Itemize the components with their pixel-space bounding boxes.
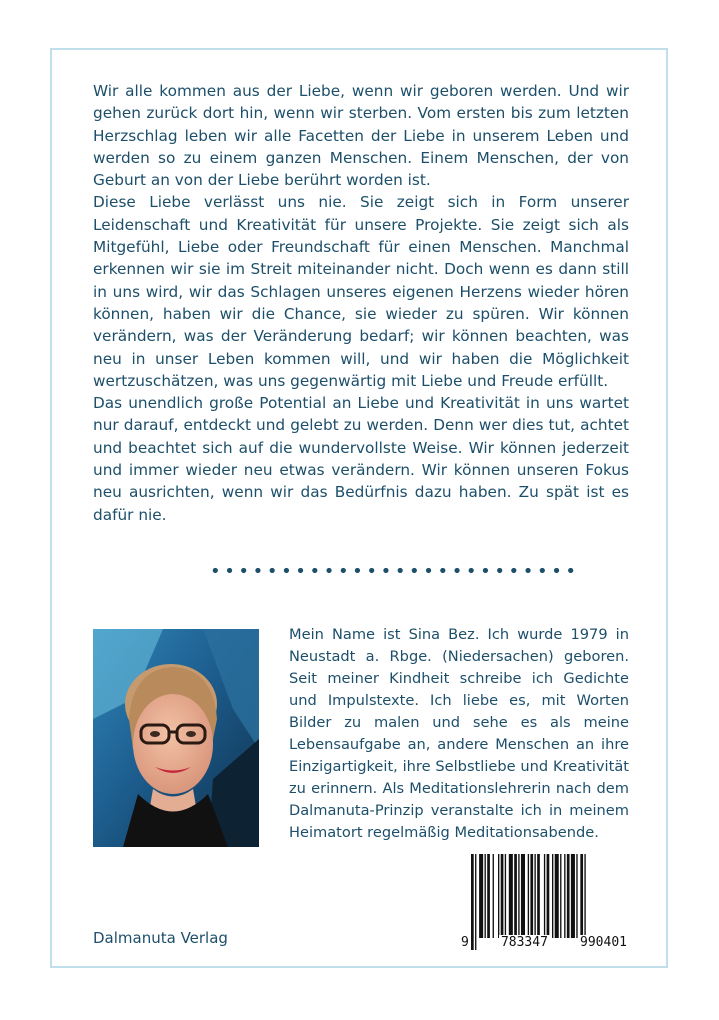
barcode-bar	[580, 854, 583, 938]
barcode-bar	[514, 854, 517, 938]
barcode-bar	[505, 854, 506, 938]
barcode-bar	[537, 854, 540, 938]
back-cover-blurb	[93, 80, 629, 526]
barcode-bar	[521, 854, 525, 938]
isbn-group-1: 783347	[500, 935, 548, 950]
barcode-bar	[493, 854, 494, 938]
barcode-bar	[509, 854, 513, 938]
isbn-lead-digit: 9	[461, 935, 469, 950]
blurb-paragraph-3: Das unendlich große Potential an Liebe und Kreativität in uns wartet nur darauf, entdeckt und gelebt zu werden. Denn wer dies tut, achtet und beachtet sich auf die wundervollste Weise. Wir können jederzeit und immer wieder neu etwas verändern. Wir können unseren Fokus neu ausrichten, wenn wir das Bedürfnis dazu haben. Zu spät ist es dafür nie.	[93, 394, 629, 524]
barcode-bar	[528, 854, 529, 938]
barcode-bar	[501, 854, 504, 938]
isbn-group-2: 990401	[580, 935, 627, 950]
author-photo	[93, 629, 259, 847]
barcode-bar	[544, 854, 545, 938]
barcode-bar	[498, 854, 499, 938]
barcode-bar	[518, 854, 519, 938]
barcode-bar	[567, 854, 570, 938]
barcode-bar	[571, 854, 575, 938]
blurb-paragraph-1: Wir alle kommen aus der Liebe, wenn wir geboren werden. Und wir gehen zurück dort hin, wenn wir sterben. Vom ersten bis zum letzten Herzschlag leben wir alle Facetten der Liebe in unserem Leben und werden so zu einem ganzen Menschen. Einem Menschen, der von Geburt an von der Liebe berührt worden ist.	[93, 82, 629, 190]
barcode-bar	[576, 854, 577, 938]
barcode-bar	[560, 854, 561, 938]
barcode-bar	[555, 854, 559, 938]
isbn-digits	[459, 935, 629, 950]
barcode-bar	[534, 854, 535, 938]
barcode-bar	[552, 854, 553, 938]
publisher-name: Dalmanuta Verlag	[93, 929, 228, 947]
blurb-paragraph-2: Diese Liebe verlässt uns nie. Sie zeigt sich in Form unserer Leidenschaft und Kreativität für unsere Projekte. Sie zeigt sich als Mitgefühl, Liebe oder Freundschaft für einen Menschen. Manchmal erkennen wir sie im Streit miteinander nicht. Doch wenn es dann still in uns wird, wir das Schlagen unseres eigenen Herzens wieder hören können, haben wir die Chance, sie wieder zu spüren. Wir können verändern, was der Veränderung bedarf; wir können beachten, was neu in unser Leben kommen will, und wir haben die Möglichkeit wertzuschätzen, was uns gegenwärtig mit Liebe und Freude erfüllt.	[93, 193, 629, 390]
barcode-bar	[487, 854, 490, 938]
barcode-bar	[564, 854, 565, 938]
author-bio: Mein Name ist Sina Bez. Ich wurde 1979 in Neustadt a. Rbge. (Niedersachen) geboren. Seit meiner Kindheit schreibe ich Gedichte und Impulstexte. Ich liebe es, mit Worten Bilder zu malen und sehe es als meine Lebensaufgabe an, andere Menschen an ihre Einzigartigkeit, ihre Selbstliebe und Kreativität zu erinnern. Als Meditationslehrerin nach dem Dalmanuta-Prinzip veranstalte ich in meinem Heimatort regelmäßig Meditationsabende.	[289, 626, 629, 841]
barcode-bar	[479, 854, 483, 938]
dotted-separator: ••••••••••••••••••••••••••	[210, 561, 580, 582]
barcode-bar	[485, 854, 486, 938]
barcode-bar	[547, 854, 550, 938]
